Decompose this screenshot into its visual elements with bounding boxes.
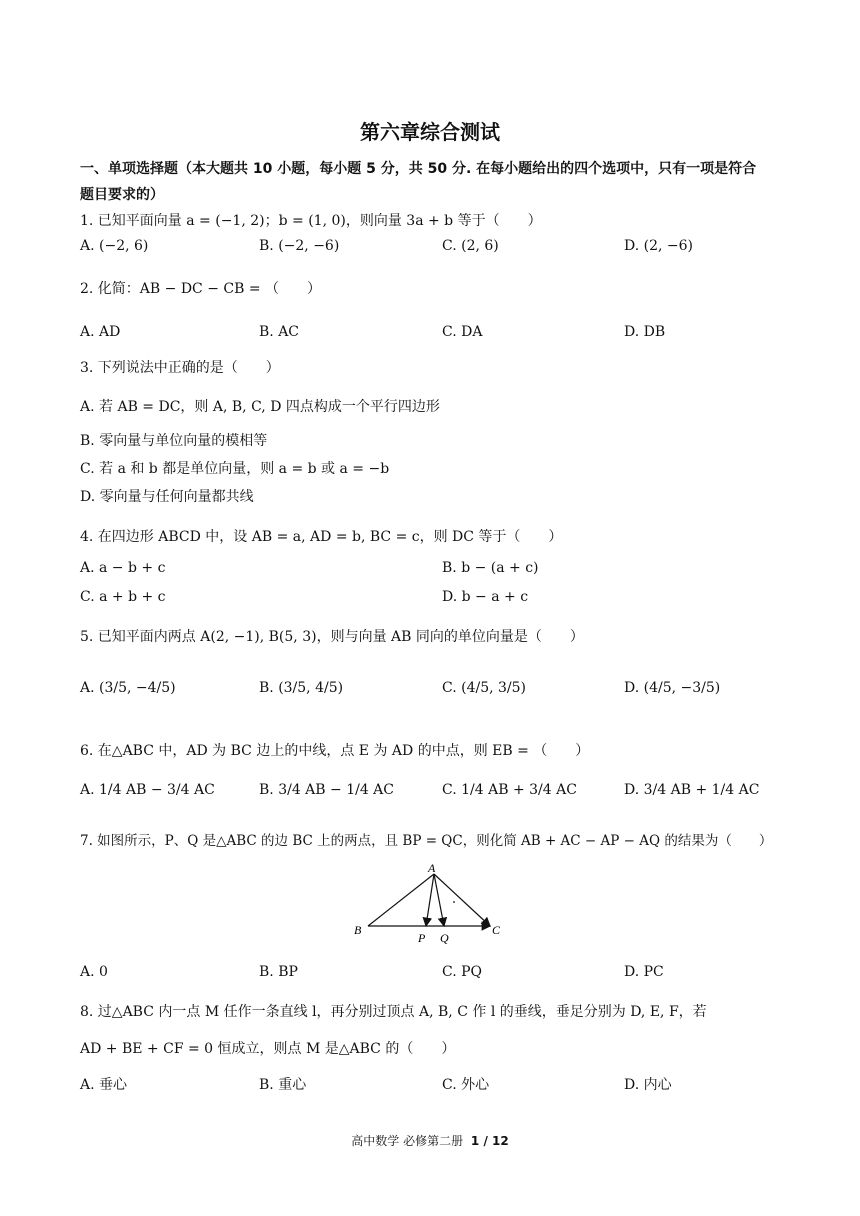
footer-book-title: 高中数学 必修第二册 bbox=[351, 1134, 464, 1148]
q5-option-b: B. (3/5, 4/5) bbox=[259, 680, 344, 696]
q3-option-c: C. 若 a 和 b 都是单位向量，则 a = b 或 a = −b bbox=[80, 461, 390, 477]
q3-option-d: D. 零向量与任何向量都共线 bbox=[80, 489, 254, 505]
q1-option-c: C. (2, 6) bbox=[442, 238, 499, 254]
q4-option-a: A. a − b + c bbox=[80, 560, 166, 576]
q1-option-b: B. (−2, −6) bbox=[259, 238, 340, 254]
q7-option-d: D. PC bbox=[624, 964, 664, 980]
q2-option-c: C. DA bbox=[442, 324, 483, 340]
triangle-figure bbox=[340, 862, 520, 946]
q8-option-c: C. 外心 bbox=[442, 1077, 490, 1093]
q8-option-d: D. 内心 bbox=[624, 1077, 672, 1093]
question-3: 3. 下列说法中正确的是（ ） bbox=[80, 360, 280, 376]
q4-option-d: D. b − a + c bbox=[442, 589, 529, 605]
section-heading-line1: 一、单项选择题（本大题共 10 小题，每小题 5 分，共 50 分. 在每小题给出的四个选项中，只有一项是符合 bbox=[80, 161, 757, 177]
q7-option-c: C. PQ bbox=[442, 964, 483, 980]
question-1: 1. 已知平面向量 a = (−1, 2)；b = (1, 0)，则向量 3a + b 等于（ ） bbox=[80, 213, 542, 229]
question-8-line2: AD + BE + CF = 0 恒成立，则点 M 是△ABC 的（ ） bbox=[80, 1041, 456, 1057]
question-5: 5. 已知平面内两点 A(2, −1), B(5, 3)，则与向量 AB 同向的单位向量是（ ） bbox=[80, 629, 584, 645]
q7-option-a: A. 0 bbox=[80, 964, 108, 980]
segment-ap bbox=[426, 874, 434, 926]
q2-option-b: B. AC bbox=[259, 324, 300, 340]
q6-option-c: C. 1/4 AB + 3/4 AC bbox=[442, 782, 577, 798]
q8-option-b: B. 重心 bbox=[259, 1077, 307, 1093]
question-4: 4. 在四边形 ABCD 中，设 AB = a, AD = b, BC = c，则 DC 等于（ ） bbox=[80, 529, 563, 545]
label-q: Q bbox=[440, 931, 449, 945]
q6-option-b: B. 3/4 AB − 1/4 AC bbox=[259, 782, 395, 798]
label-b: B bbox=[354, 923, 362, 937]
question-2: 2. 化简：AB − DC − CB = （ ） bbox=[80, 281, 322, 297]
q5-option-d: D. (4/5, −3/5) bbox=[624, 680, 721, 696]
question-6: 6. 在△ABC 中，AD 为 BC 边上的中线，点 E 为 AD 的中点，则 EB = （ ） bbox=[80, 743, 590, 759]
side-ab bbox=[368, 874, 434, 926]
label-p: P bbox=[418, 931, 426, 945]
q4-option-b: B. b − (a + c) bbox=[442, 560, 539, 576]
page-title: 第六章综合测试 bbox=[360, 120, 500, 144]
q2-option-a: A. AD bbox=[80, 324, 121, 340]
section-heading-line2: 题目要求的） bbox=[80, 187, 164, 203]
question-7: 7. 如图所示，P、Q 是△ABC 的边 BC 上的两点，且 BP = QC，则化简 AB + AC − AP − AQ 的结果为（ ） bbox=[80, 833, 773, 849]
q5-option-a: A. (3/5, −4/5) bbox=[80, 680, 176, 696]
small-dot bbox=[453, 901, 455, 903]
q4-option-c: C. a + b + c bbox=[80, 589, 166, 605]
q6-option-a: A. 1/4 AB − 3/4 AC bbox=[80, 782, 215, 798]
q1-option-a: A. (−2, 6) bbox=[80, 238, 149, 254]
q1-option-d: D. (2, −6) bbox=[624, 238, 693, 254]
q2-option-d: D. DB bbox=[624, 324, 666, 340]
label-c: C bbox=[492, 923, 501, 937]
footer-page-number: 1 / 12 bbox=[470, 1134, 509, 1148]
q3-option-a: A. 若 AB = DC，则 A, B, C, D 四点构成一个平行四边形 bbox=[80, 399, 440, 415]
q5-option-c: C. (4/5, 3/5) bbox=[442, 680, 526, 696]
label-a: A bbox=[428, 862, 436, 875]
q7-option-b: B. BP bbox=[259, 964, 298, 980]
page-footer bbox=[0, 1132, 860, 1149]
q8-option-a: A. 垂心 bbox=[80, 1077, 128, 1093]
question-8-line1: 8. 过△ABC 内一点 M 任作一条直线 l，再分别过顶点 A, B, C 作 l 的垂线，垂足分别为 D, E, F，若 bbox=[80, 1004, 707, 1020]
q3-option-b: B. 零向量与单位向量的模相等 bbox=[80, 433, 268, 449]
q6-option-d: D. 3/4 AB + 1/4 AC bbox=[624, 782, 760, 798]
